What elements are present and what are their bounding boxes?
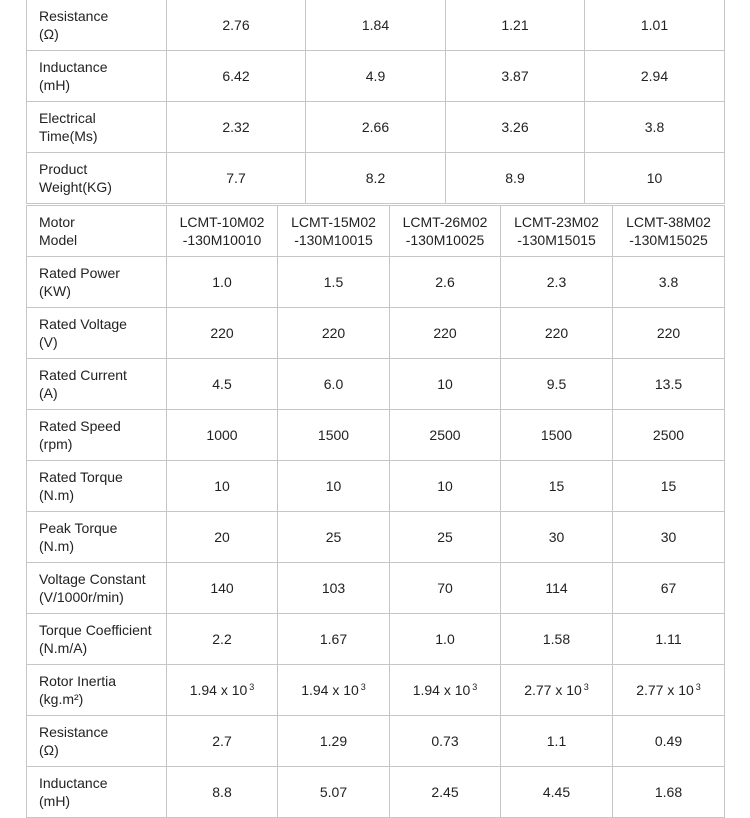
table-cell: 2.3 (501, 257, 613, 308)
row-label: Electrical Time(Ms) (27, 102, 167, 153)
table-cell: 1.0 (390, 614, 501, 665)
table-cell: 1.0 (167, 257, 278, 308)
table-cell: 1.58 (501, 614, 613, 665)
row-label: Rated Voltage (V) (27, 308, 167, 359)
table-cell: 2.6 (390, 257, 501, 308)
table-cell: 0.49 (613, 716, 725, 767)
table-cell: 220 (501, 308, 613, 359)
row-label: Rated Power (KW) (27, 257, 167, 308)
table-cell: 4.5 (167, 359, 278, 410)
table-cell: LCMT-15M02 -130M10015 (278, 206, 390, 257)
table-cell: 114 (501, 563, 613, 614)
table-cell: LCMT-38M02 -130M15025 (613, 206, 725, 257)
table-cell: 220 (278, 308, 390, 359)
row-label: Rated Torque (N.m) (27, 461, 167, 512)
table-cell: 2.45 (390, 767, 501, 818)
table-cell: 1.01 (585, 0, 725, 51)
cell-exponent: 3 (472, 682, 478, 692)
table-row-rated-voltage (27, 308, 725, 359)
table-row-resistance (27, 0, 725, 51)
table-cell: 3.8 (613, 257, 725, 308)
table-cell: 220 (390, 308, 501, 359)
table-row-torque-coefficient (27, 614, 725, 665)
table-cell (501, 665, 613, 716)
table-cell: 10 (167, 461, 278, 512)
table-cell: 25 (278, 512, 390, 563)
row-label: Voltage Constant (V/1000r/min) (27, 563, 167, 614)
table-cell: 1500 (501, 410, 613, 461)
table-cell: 5.07 (278, 767, 390, 818)
table-cell: 2.76 (167, 0, 306, 51)
table-row-inductance (27, 51, 725, 102)
table-cell (390, 665, 501, 716)
table-cell: 10 (390, 461, 501, 512)
table-cell: 1.68 (613, 767, 725, 818)
row-label: Rated Speed (rpm) (27, 410, 167, 461)
table-row-rated-speed (27, 410, 725, 461)
table-row-electrical (27, 102, 725, 153)
table-cell: 30 (613, 512, 725, 563)
table-cell: 1.67 (278, 614, 390, 665)
table-cell: 103 (278, 563, 390, 614)
row-label: Inductance (mH) (27, 767, 167, 818)
table-cell: 4.45 (501, 767, 613, 818)
table-cell: 15 (501, 461, 613, 512)
table-cell: 3.8 (585, 102, 725, 153)
table-cell: 10 (278, 461, 390, 512)
table-cell: LCMT-23M02 -130M15015 (501, 206, 613, 257)
table-cell: LCMT-26M02 -130M10025 (390, 206, 501, 257)
cell-exponent: 3 (360, 682, 366, 692)
table-cell: 15 (613, 461, 725, 512)
table-cell: 2.7 (167, 716, 278, 767)
table-cell: 1.5 (278, 257, 390, 308)
table-cell: 140 (167, 563, 278, 614)
table-cell: 220 (167, 308, 278, 359)
table-cell: 70 (390, 563, 501, 614)
row-label: Product Weight(KG) (27, 153, 167, 204)
table-cell: 220 (613, 308, 725, 359)
table-cell: 10 (585, 153, 725, 204)
table-row-peak-torque (27, 512, 725, 563)
row-label: Torque Coefficient (N.m/A) (27, 614, 167, 665)
table-row-rotor-inertia (27, 665, 725, 716)
table-cell (613, 665, 725, 716)
table-cell: 1.29 (278, 716, 390, 767)
table-cell: 20 (167, 512, 278, 563)
cell-value: 1.94 x 10 (412, 682, 471, 698)
table-cell: 2.2 (167, 614, 278, 665)
cell-exponent: 3 (249, 682, 255, 692)
table-cell: 67 (613, 563, 725, 614)
row-label: Resistance (Ω) (27, 0, 167, 51)
table-cell: 1.1 (501, 716, 613, 767)
table-cell: 25 (390, 512, 501, 563)
table-cell: 8.9 (446, 153, 585, 204)
table-cell: 2.66 (306, 102, 446, 153)
table-cell: 8.2 (306, 153, 446, 204)
row-label: Rotor Inertia (kg.m²) (27, 665, 167, 716)
table-row-voltage-constant (27, 563, 725, 614)
table-cell: 9.5 (501, 359, 613, 410)
spec-table-top (26, 0, 725, 204)
row-label: Inductance (mH) (27, 51, 167, 102)
table-cell: 1000 (167, 410, 278, 461)
table-row-rated-torque (27, 461, 725, 512)
table-cell: 2500 (613, 410, 725, 461)
table-cell: 3.87 (446, 51, 585, 102)
table-cell: 3.26 (446, 102, 585, 153)
cell-value: 2.77 x 10 (636, 682, 694, 698)
table-row-inductance (27, 767, 725, 818)
table-cell: 1500 (278, 410, 390, 461)
cell-value: 2.77 x 10 (524, 682, 582, 698)
table-row-motor (27, 206, 725, 257)
cell-exponent: 3 (583, 682, 589, 692)
table-row-rated-current (27, 359, 725, 410)
table-cell: 2500 (390, 410, 501, 461)
table-cell: 6.0 (278, 359, 390, 410)
table-cell: 2.94 (585, 51, 725, 102)
table-cell: 13.5 (613, 359, 725, 410)
cell-exponent: 3 (695, 682, 701, 692)
spec-table-main (26, 205, 725, 818)
table-cell: 0.73 (390, 716, 501, 767)
table-cell: LCMT-10M02 -130M10010 (167, 206, 278, 257)
table-cell (278, 665, 390, 716)
table-cell: 6.42 (167, 51, 306, 102)
table-cell: 1.84 (306, 0, 446, 51)
cell-value: 1.94 x 10 (189, 682, 248, 698)
table-row-resistance (27, 716, 725, 767)
table-cell (167, 665, 278, 716)
row-label: Motor Model (27, 206, 167, 257)
table-cell: 7.7 (167, 153, 306, 204)
table-cell: 1.11 (613, 614, 725, 665)
table-cell: 4.9 (306, 51, 446, 102)
table-cell: 10 (390, 359, 501, 410)
row-label: Resistance (Ω) (27, 716, 167, 767)
table-cell: 1.21 (446, 0, 585, 51)
table-cell: 2.32 (167, 102, 306, 153)
cell-value: 1.94 x 10 (301, 682, 359, 698)
table-cell: 30 (501, 512, 613, 563)
table-cell: 8.8 (167, 767, 278, 818)
row-label: Rated Current (A) (27, 359, 167, 410)
table-row-rated-power (27, 257, 725, 308)
table-row-product (27, 153, 725, 204)
row-label: Peak Torque (N.m) (27, 512, 167, 563)
